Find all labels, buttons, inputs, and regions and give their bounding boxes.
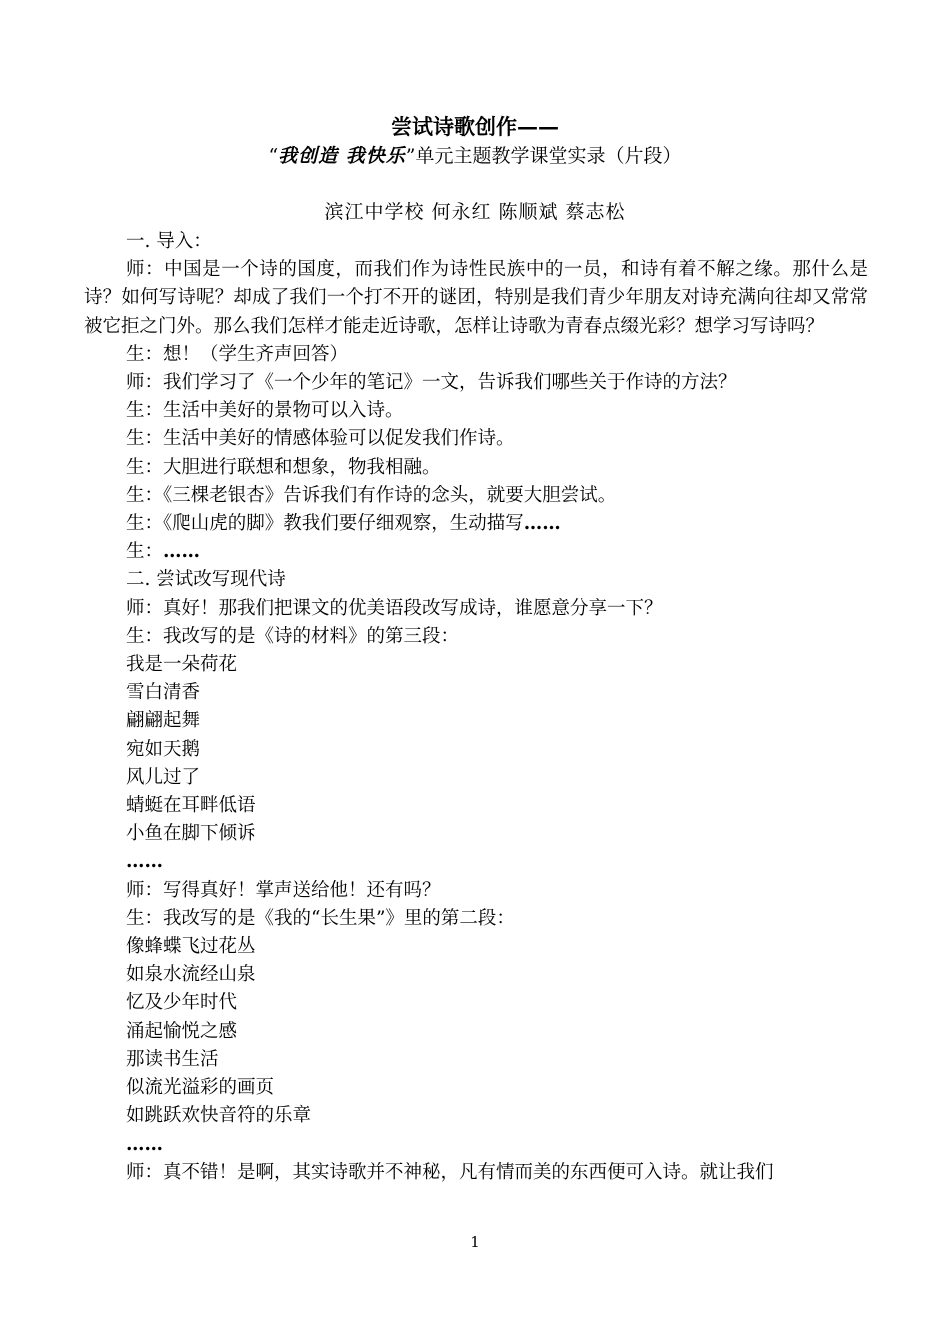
paragraph: 师：我们学习了《一个少年的笔记》一文，告诉我们哪些关于作诗的方法？	[126, 372, 737, 394]
section-heading: 一. 导入：	[126, 231, 212, 252]
poem-line: 我是一朵荷花	[126, 654, 238, 676]
poem-line: 涌起愉悦之感	[126, 1020, 238, 1042]
subtitle-emphasis: 我创造 我快乐	[278, 145, 406, 167]
poem-line: 蜻蜓在耳畔低语	[126, 795, 256, 817]
paragraph: 生：大胆进行联想和想象，物我相融。	[126, 456, 441, 478]
paragraph: 生：我改写的是《诗的材料》的第三段：	[126, 625, 460, 647]
paragraph: 生：《三棵老银杏》告诉我们有作诗的念头，就要大胆尝试。	[126, 484, 617, 506]
paragraph: 师：真不错！是啊，其实诗歌并不神秘，凡有情而美的东西便可入诗。就让我们	[126, 1161, 774, 1183]
poem-line: 如泉水流经山泉	[126, 964, 256, 986]
paragraph: 生：生活中美好的情感体验可以促发我们作诗。	[126, 428, 515, 450]
paragraph: 生：我改写的是《我的“长生果”》里的第二段：	[126, 907, 515, 929]
poem-line: 宛如天鹅	[126, 738, 201, 760]
poem-line: 风儿过了	[126, 766, 201, 788]
subtitle-quote-open: “	[268, 145, 279, 167]
document-subtitle	[0, 142, 950, 170]
poem-line: 那读书生活	[126, 1048, 219, 1070]
poem-line: 忆及少年时代	[126, 992, 238, 1014]
ellipsis: ……	[126, 851, 163, 873]
poem-line: 翩翩起舞	[126, 710, 201, 732]
document-title: 尝试诗歌创作——	[391, 114, 559, 139]
subtitle-rest: 单元主题教学课堂实录（片段）	[415, 145, 682, 167]
subtitle-quote-close: ”	[405, 145, 416, 167]
paragraph	[84, 510, 868, 538]
ellipsis: ……	[163, 541, 201, 563]
paragraph: 师：中国是一个诗的国度，而我们作为诗性民族中的一员，和诗有着不解之缘。那什么是诗？如何写诗呢？却成了我们一个打不开的谜团，特别是我们青少年朋友对诗充满向往却又常常被它拒之门外。那么我们怎样才能走近诗歌，怎样让诗歌为青春点缀光彩？想学习写诗吗？	[84, 259, 868, 337]
document-authors: 滨江中学校 何永红 陈顺斌 蔡志松	[324, 201, 626, 223]
paragraph: 生：想！（学生齐声回答）	[126, 343, 349, 365]
poem-line: 像蜂蝶飞过花丛	[126, 936, 256, 958]
document-body	[84, 228, 868, 1187]
paragraph-text: 生：《爬山虎的脚》教我们要仔细观察，生动描写	[126, 513, 524, 535]
ellipsis: ……	[523, 513, 561, 535]
section-heading: 二. 尝试改写现代诗	[126, 569, 286, 591]
ellipsis: ……	[126, 1133, 163, 1155]
paragraph	[84, 538, 868, 566]
page-number: 1	[470, 1233, 480, 1251]
poem-line: 似流光溢彩的画页	[126, 1077, 275, 1099]
poem-line: 雪白清香	[126, 682, 201, 704]
poem-line: 如跳跃欢快音符的乐章	[126, 1105, 312, 1127]
paragraph: 生：生活中美好的景物可以入诗。	[126, 400, 404, 422]
paragraph: 师：真好！那我们把课文的优美语段改写成诗，谁愿意分享一下？	[126, 597, 663, 619]
poem-line: 小鱼在脚下倾诉	[126, 823, 256, 845]
paragraph-text: 生：	[126, 541, 164, 563]
paragraph: 师：写得真好！掌声送给他！还有吗？	[126, 879, 441, 901]
